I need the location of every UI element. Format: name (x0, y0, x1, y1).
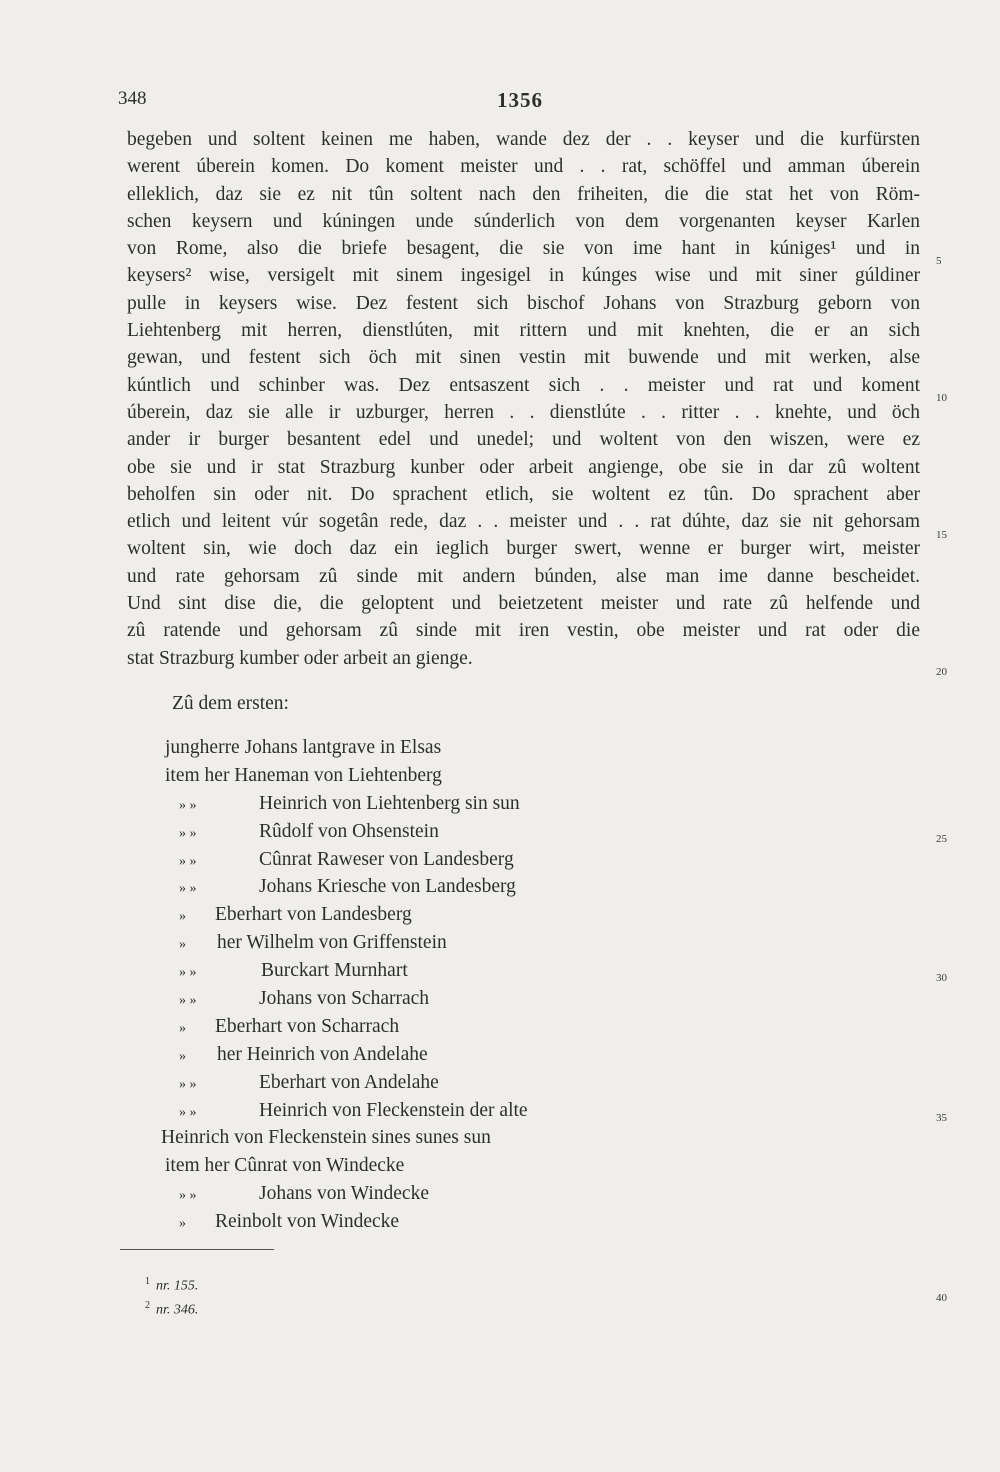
footnote-mark: 2 (145, 1300, 150, 1311)
list-item-text: Eberhart von Andelahe (259, 1071, 439, 1093)
list-item (165, 1013, 528, 1041)
list-item (165, 846, 528, 874)
list-item (165, 734, 528, 762)
text-line: woltent sin, wie doch daz ein ieglich burger swert, wenne er burger wirt, meister (127, 538, 920, 560)
text-line: zû ratende und gehorsam zû sinde mit iren vestin, obe meister und rat oder die (127, 620, 920, 642)
list-item (165, 901, 528, 929)
ditto-mark: » » (179, 1076, 197, 1092)
line-number: 30 (936, 972, 947, 984)
line-number: 40 (936, 1292, 947, 1304)
ditto-mark: » (179, 909, 186, 925)
text-line: obe sie und ir stat Strazburg kunber oder arbeit angienge, obe sie in dar zû woltent (127, 456, 920, 478)
footnote-divider (120, 1249, 274, 1250)
text-line: beholfen sin oder nit. Do sprachent etlich, sie woltent ez tûn. Do sprachent aber (127, 483, 920, 505)
line-number: 15 (936, 529, 947, 541)
ditto-mark: » (179, 1216, 186, 1232)
text-line: úberein, daz sie alle ir uzburger, herren . . dienstlúte . . ritter . . knehte, und öch (127, 401, 920, 423)
footnote-text: nr. 346. (156, 1302, 199, 1318)
text-line: stat Strazburg kumber oder arbeit an gienge. (127, 647, 473, 669)
list-item-text: Heinrich von Fleckenstein der alte (259, 1099, 528, 1121)
list-item (165, 1180, 528, 1208)
list-item-text: jungherre Johans lantgrave in Elsas (165, 737, 442, 758)
list-intro: Zû dem ersten: (172, 693, 289, 714)
main-text (127, 126, 920, 672)
list-item-text: Heinrich von Fleckenstein sines sunes sun (161, 1127, 491, 1149)
list-item (165, 957, 528, 985)
ditto-mark: » » (179, 853, 197, 869)
footnote-mark: 1 (145, 1276, 150, 1287)
list-item-text: item her Cûnrat von Windecke (165, 1155, 405, 1177)
ditto-mark: » » (179, 825, 197, 841)
text-line: ander ir burger besantent edel und unedel; und woltent von den wiszen, were ez (127, 429, 920, 451)
list-item-text: Heinrich von Liehtenberg sin sun (259, 792, 520, 814)
list-item (165, 1097, 528, 1125)
name-list (161, 734, 528, 1236)
text-line: werent úberein komen. Do koment meister und . . rat, schöffel und amman úberein (127, 156, 920, 178)
line-number: 25 (936, 833, 947, 845)
ditto-mark: » (179, 937, 186, 953)
page-number: 348 (118, 88, 147, 109)
list-item (165, 1041, 528, 1069)
list-item-text: her Wilhelm von Griffenstein (217, 932, 447, 954)
ditto-mark: » (179, 1048, 186, 1064)
ditto-mark: » » (179, 965, 197, 981)
list-item-text: Cûnrat Raweser von Landesberg (259, 848, 514, 870)
list-item-text: Johans von Scharrach (259, 988, 430, 1010)
list-item-text: Reinbolt von Windecke (215, 1211, 400, 1233)
list-item-text: Burckart Murnhart (261, 960, 408, 982)
list-item (165, 762, 528, 790)
list-item-text: her Heinrich von Andelahe (217, 1043, 428, 1065)
ditto-mark: » » (179, 797, 197, 813)
text-line: schen keysern und kúningen unde súnderlich von dem vorgenanten keyser Karlen (127, 210, 920, 232)
list-item (165, 790, 528, 818)
line-number: 35 (936, 1112, 947, 1124)
list-item (165, 985, 528, 1013)
list-item-text: Eberhart von Scharrach (215, 1015, 400, 1037)
text-line: keysers² wise, versigelt mit sinem ingesigel in kúnges wise und mit siner gúldiner (127, 265, 920, 287)
list-item (165, 818, 528, 846)
text-line: von Rome, also die briefe besagent, die sie von ime hant in kúniges¹ und in (127, 238, 920, 260)
footnotes (145, 1270, 198, 1318)
text-line: und rate gehorsam zû sinde mit andern búnden, alse man ime danne bescheidet. (127, 565, 920, 587)
text-line: pulle in keysers wise. Dez festent sich bischof Johans von Strazburg geborn von (127, 292, 920, 314)
list-item (165, 1069, 528, 1097)
list-item-text: Rûdolf von Ohsenstein (259, 820, 439, 842)
list-item-text: Johans Kriesche von Landesberg (259, 876, 516, 898)
footnote-text: nr. 155. (156, 1278, 199, 1294)
ditto-mark: » » (179, 881, 197, 897)
list-item (165, 1152, 528, 1180)
text-line: Und sint dise die, die geloptent und beietzetent meister und rate zû helfende und (127, 593, 920, 615)
text-line: begeben und soltent keinen me haben, wande dez der . . keyser und die kurfürsten (127, 129, 920, 150)
text-line: elleklich, daz sie ez nit tûn soltent nach den friheiten, die die stat het von Röm- (127, 183, 920, 205)
ditto-mark: » (179, 1020, 186, 1036)
ditto-mark: » » (179, 1104, 197, 1120)
line-number: 5 (936, 255, 942, 267)
list-item (165, 929, 528, 957)
ditto-mark: » » (179, 993, 197, 1009)
footnote (145, 1294, 198, 1318)
list-item-text: Johans von Windecke (259, 1183, 429, 1205)
list-item-text: item her Haneman von Liehtenberg (165, 764, 442, 786)
text-line: Liehtenberg mit herren, dienstlúten, mit rittern und mit knehten, die er an sich (127, 320, 920, 342)
list-item-text: Eberhart von Landesberg (215, 904, 412, 926)
footnote (145, 1270, 198, 1294)
ditto-mark: » » (179, 1188, 197, 1204)
text-line: gewan, und festent sich öch mit sinen vestin mit buwende und mit werken, alse (127, 347, 920, 369)
list-item (165, 873, 528, 901)
line-number: 20 (936, 666, 947, 678)
text-line: etlich und leitent vúr sogetân rede, daz . . meister und . . rat dúhte, daz sie nit gehorsam (127, 511, 920, 533)
list-item (161, 1124, 528, 1152)
page-heading-year: 1356 (497, 88, 543, 112)
line-number: 10 (936, 392, 947, 404)
list-item (165, 1208, 528, 1236)
text-line: kúntlich und schinber was. Dez entsaszent sich . . meister und rat und koment (127, 374, 920, 396)
